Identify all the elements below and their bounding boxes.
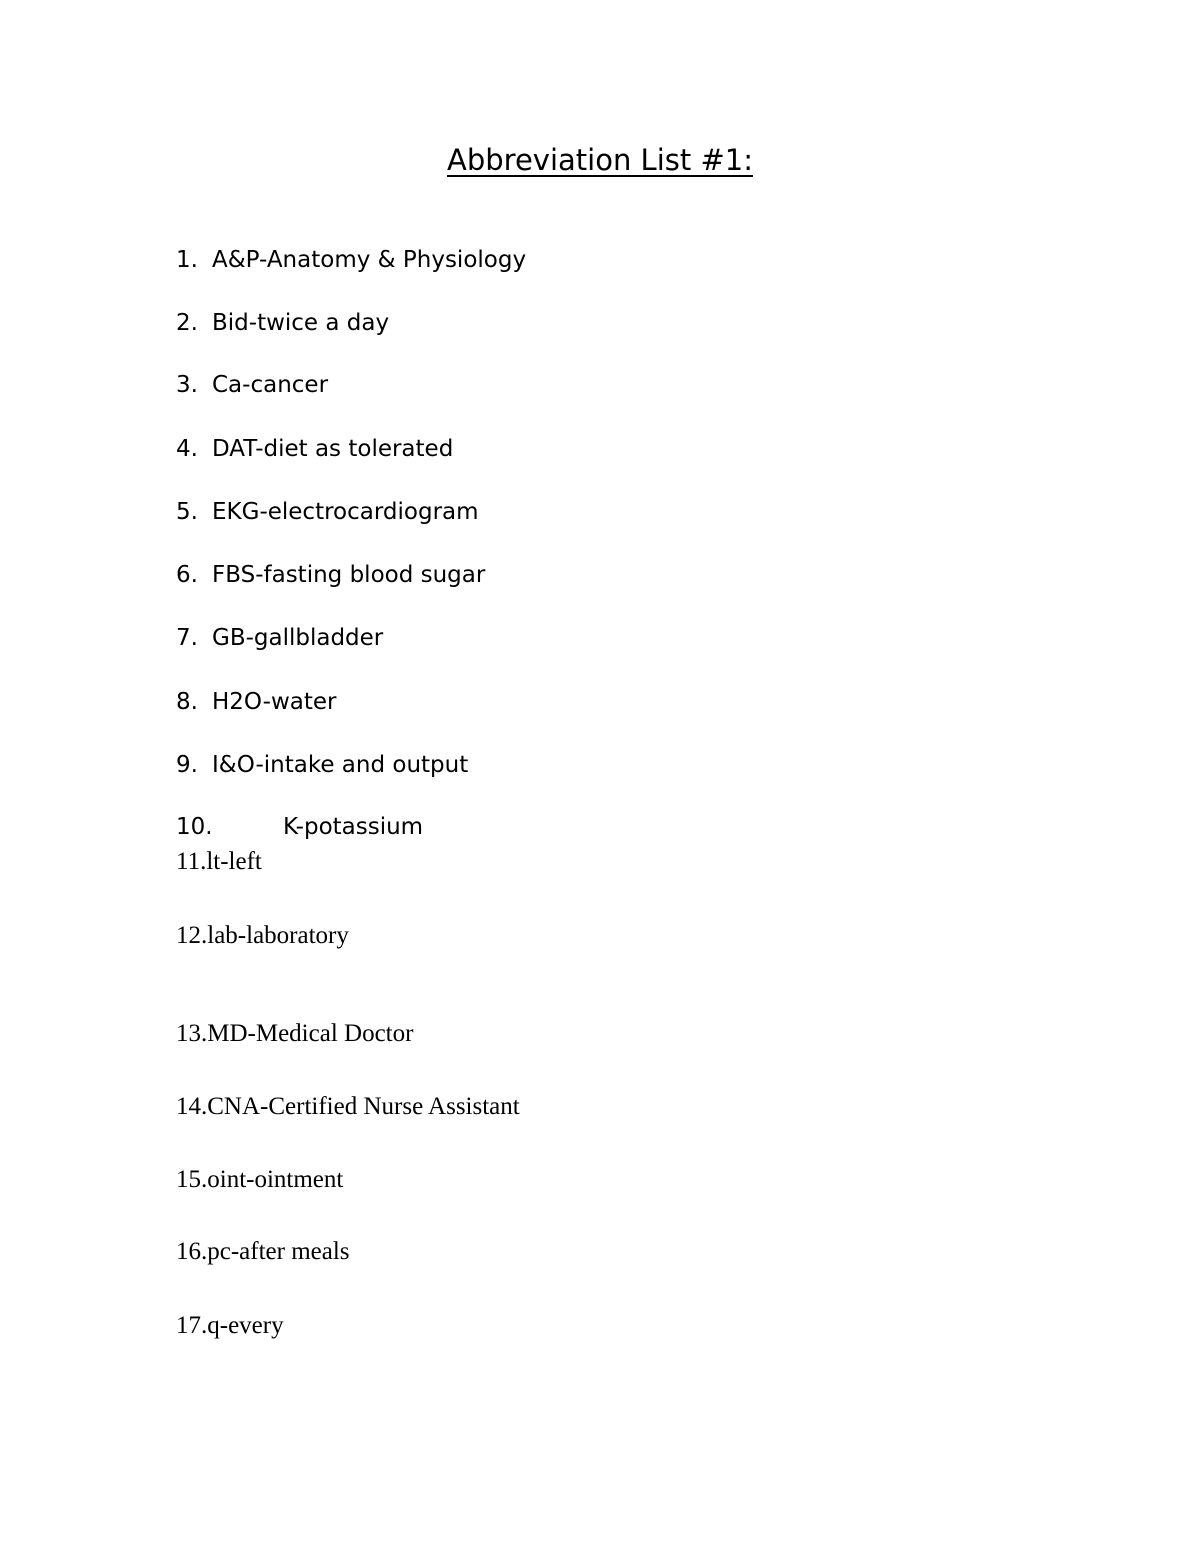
list-item xyxy=(176,1092,520,1122)
list-item-text: K-potassium xyxy=(283,814,424,840)
list-item-number: 4. xyxy=(176,436,198,462)
list-item xyxy=(176,750,468,780)
page-title-text: Abbreviation List #1: xyxy=(447,143,753,177)
list-item-number: 10. xyxy=(176,814,213,840)
list-item-text: CNA-Certified Nurse Assistant xyxy=(207,1093,520,1120)
list-item xyxy=(176,687,337,717)
list-item-text: DAT-diet as tolerated xyxy=(212,436,454,462)
list-item-text: q-every xyxy=(207,1312,284,1339)
list-item-number: 16. xyxy=(176,1238,208,1265)
list-item-number: 7. xyxy=(176,625,198,651)
list-item xyxy=(176,245,526,275)
list-item-number: 1. xyxy=(176,247,198,273)
list-item-text: Bid-twice a day xyxy=(212,310,390,336)
list-item-number: 5. xyxy=(176,499,198,525)
list-item xyxy=(176,812,423,842)
list-item xyxy=(176,1165,343,1195)
list-item xyxy=(176,1019,413,1049)
list-item-text: H2O-water xyxy=(212,689,337,715)
list-item xyxy=(176,1311,284,1341)
list-item-number: 13. xyxy=(176,1020,208,1047)
list-item-text: lt-left xyxy=(206,848,262,875)
list-item-text: MD-Medical Doctor xyxy=(207,1020,414,1047)
list-item-number: 15. xyxy=(176,1166,208,1193)
list-item-number: 3. xyxy=(176,372,198,398)
list-item xyxy=(176,308,389,338)
list-item-number: 6. xyxy=(176,562,198,588)
list-item-text: FBS-fasting blood sugar xyxy=(212,562,486,588)
list-item xyxy=(176,434,453,464)
list-item-text: GB-gallbladder xyxy=(212,625,384,651)
list-item-text: I&O-intake and output xyxy=(212,752,469,778)
list-item xyxy=(176,560,485,590)
list-item xyxy=(176,847,262,877)
list-item-text: Ca-cancer xyxy=(212,372,329,398)
list-item-text: pc-after meals xyxy=(207,1238,350,1265)
list-item-number: 12. xyxy=(176,922,208,949)
list-item xyxy=(176,1237,350,1267)
list-item xyxy=(176,623,383,653)
list-item-number: 8. xyxy=(176,689,198,715)
list-item-number: 2. xyxy=(176,310,198,336)
list-item-text: lab-laboratory xyxy=(207,922,349,949)
list-item-number: 9. xyxy=(176,752,198,778)
list-item xyxy=(176,497,479,527)
list-item-number: 14. xyxy=(176,1093,208,1120)
list-item-number: 11. xyxy=(176,848,207,875)
list-item xyxy=(176,370,328,400)
list-item-text: EKG-electrocardiogram xyxy=(212,499,479,525)
list-item-text: A&P-Anatomy & Physiology xyxy=(212,247,527,273)
list-item xyxy=(176,921,349,951)
page-title xyxy=(0,140,1200,180)
list-item-number: 17. xyxy=(176,1312,208,1339)
list-item-text: oint-ointment xyxy=(207,1166,344,1193)
